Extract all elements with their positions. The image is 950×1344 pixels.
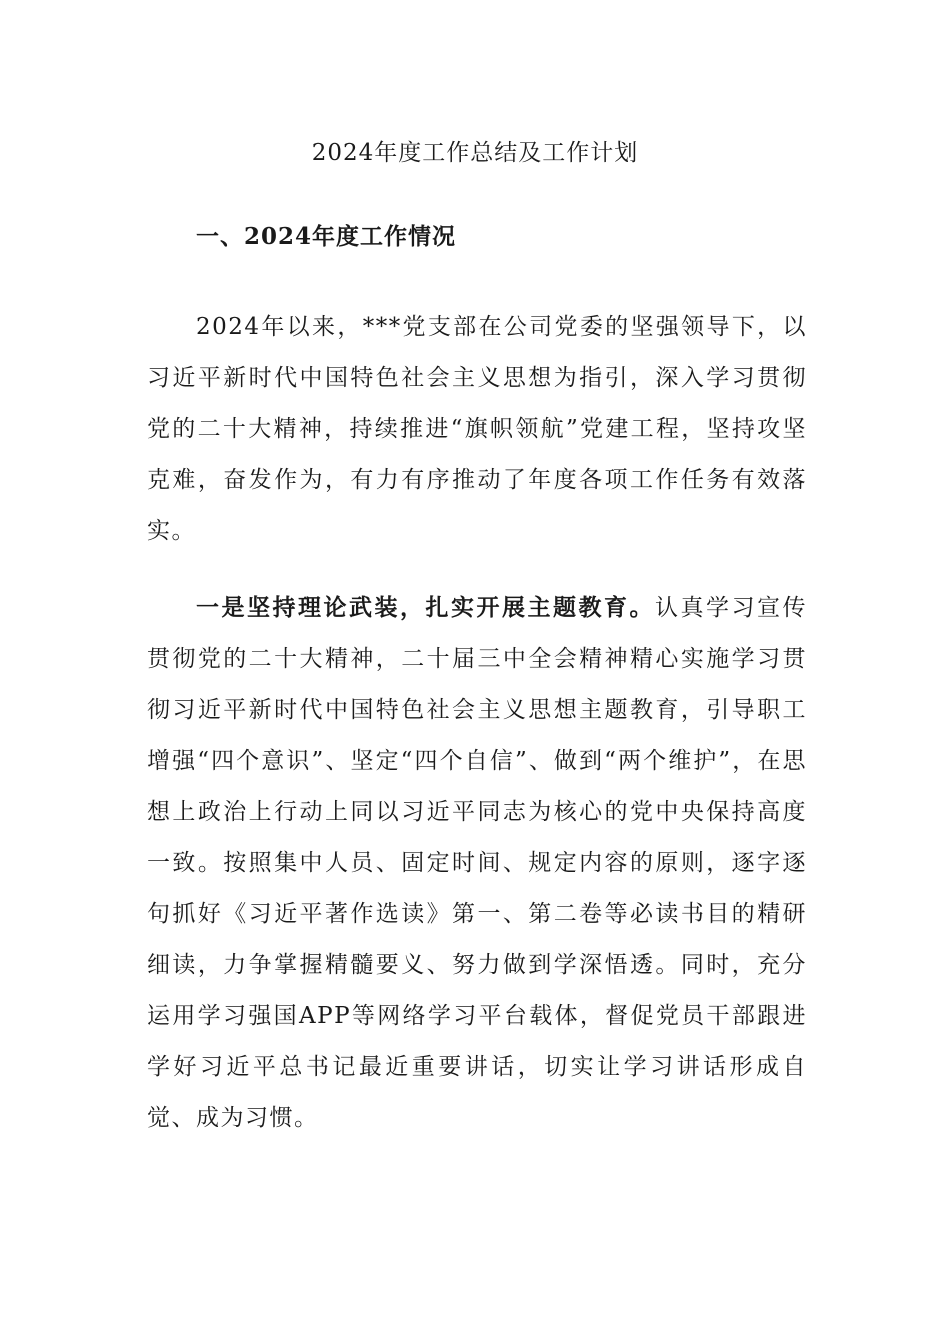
paragraph-intro: 2024年以来，***党支部在公司党委的坚强领导下，以习近平新时代中国特色社会主义思想为指引，深入学习贯彻党的二十大精神，持续推进“旗帜领航”党建工程，坚持攻坚克难，奋发作为，有力有序推动了年度各项工作任务有效落实。: [147, 314, 807, 544]
section-heading: 一、2024年度工作情况: [196, 223, 457, 250]
paragraph-body-text: 认真学习宣传贯彻党的二十大精神，二十届三中全会精神精心实施学习贯彻习近平新时代中国特色社会主义思想主题教育，引导职工增强“四个意识”、坚定“四个自信”、做到“两个维护”，在思想上政治上行动上同以习近平同志为核心的党中央保持高度一致。按照集中人员、固定时间、规定内容的原则，逐字逐句抓好《习近平著作选读》第一、第二卷等必读书目的精研细读，力争掌握精髓要义、努力做到学深悟透。同时，充分运用学习强国APP等网络学习平台载体，督促党员干部跟进学好习近平总书记最近重要讲话，切实让学习讲话形成自觉、成为习惯。: [147, 595, 807, 1131]
paragraph-lead-text: 一是坚持理论武装，扎实开展主题教育。: [196, 594, 655, 621]
document-title: 2024年度工作总结及工作计划: [311, 140, 639, 166]
paragraph-theory-study: [147, 582, 807, 1144]
